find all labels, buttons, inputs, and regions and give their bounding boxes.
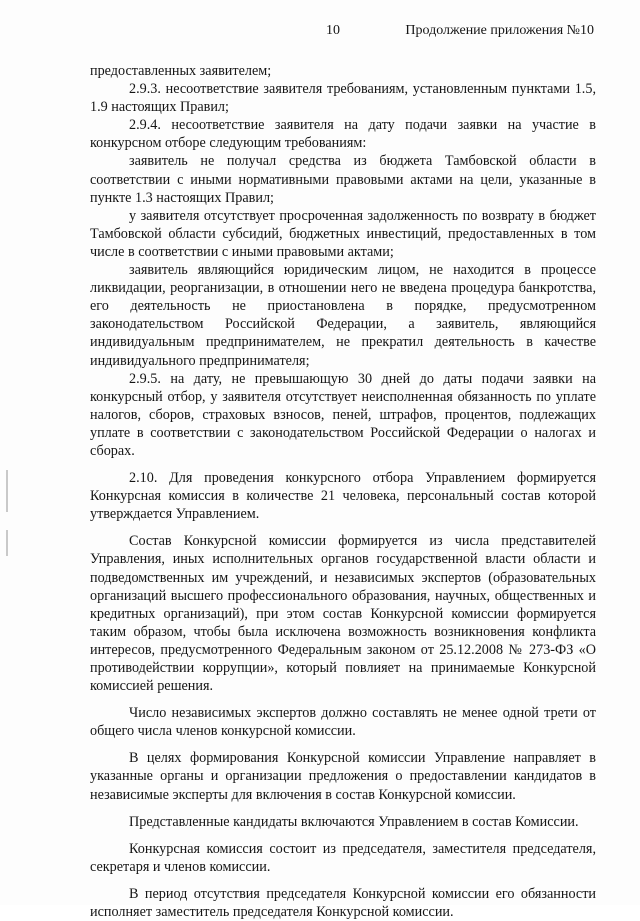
paragraph: заявитель не получал средства из бюджета Тамбовской области в соответствии с иными нормативными правовыми актами на цели, указанные в пункте 1.3 настоящих Правил; (90, 153, 596, 206)
paragraph: 2.9.5. на дату, не превышающую 30 дней до даты подачи заявки на конкурсный отбор, у заявителя отсутствует неисполненная обязанность по уплате налогов, сборов, страховых взносов, пеней, штрафов, процентов, подлежащих уплате в соответствии с законодательством Российской Федерации о налогах и сборах. (90, 370, 596, 459)
paragraph: Число независимых экспертов должно составлять не менее одной трети от общего числа членов конкурсной комиссии. (90, 705, 596, 740)
paragraph: В период отсутствия председателя Конкурсной комиссии его обязанности исполняет заместитель председателя Конкурсной комиссии. (90, 885, 596, 921)
paragraph: 2.9.4. несоответствие заявителя на дату подачи заявки на участие в конкурсном отборе следующим требованиям: (90, 117, 596, 152)
paragraph: 2.10. Для проведения конкурсного отбора Управлением формируется Конкурсная комиссия в количестве 21 человека, персональный состав которой утверждается Управлением. (90, 470, 596, 523)
document-body (90, 62, 596, 921)
running-head: Продолжение приложения №10 (405, 23, 594, 38)
paragraph: Представленные кандидаты включаются Управлением в состав Комиссии. (129, 813, 579, 830)
paragraph: Конкурсная комиссия состоит из председателя, заместителя председателя, секретаря и членов комиссии. (90, 840, 596, 875)
scan-margin-mark (6, 530, 8, 556)
paragraph: В целях формирования Конкурсной комиссии Управление направляет в указанные органы и организации предложения о предоставлении кандидатов в независимые эксперты для включения в состав Конкурсной комиссии. (90, 750, 596, 803)
paragraph: у заявителя отсутствует просроченная задолженность по возврату в бюджет Тамбовской области субсидий, бюджетных инвестиций, предоставленных в том числе в соответствии с иными правовыми актами; (90, 207, 596, 260)
page-number: 10 (326, 23, 340, 38)
paragraph: Состав Конкурсной комиссии формируется из числа представителей Управления, иных исполнительных органов государственной власти области и подведомственных им учреждений, и независимых экспертов (образовательных организаций высшего профессионального образования, научных, общественных и кредитных организаций), при этом состав Конкурсной комиссии формируется таким образом, чтобы была исключена возможность возникновения конфликта интересов, предусмотренного Федеральным законом от 25.12.2008 № 273-ФЗ «О противодействии коррупции», который повлияет на принимаемые Конкурсной комиссией решения. (90, 533, 596, 695)
paragraph: предоставленных заявителем; (90, 63, 272, 79)
paragraph: 2.9.3. несоответствие заявителя требованиям, установленным пунктами 1.5, 1.9 настоящих Правил; (90, 81, 596, 116)
paragraph: заявитель являющийся юридическим лицом, не находится в процессе ликвидации, реорганизации, в отношении него не введена процедура банкротства, его деятельность не приостановлена в порядке, предусмотренном законодательством Российской Федерации, а заявитель, являющийся индивидуальным предпринимателем, не прекратил деятельность в качестве индивидуального предпринимателя; (90, 262, 596, 369)
scan-margin-mark (6, 470, 8, 512)
